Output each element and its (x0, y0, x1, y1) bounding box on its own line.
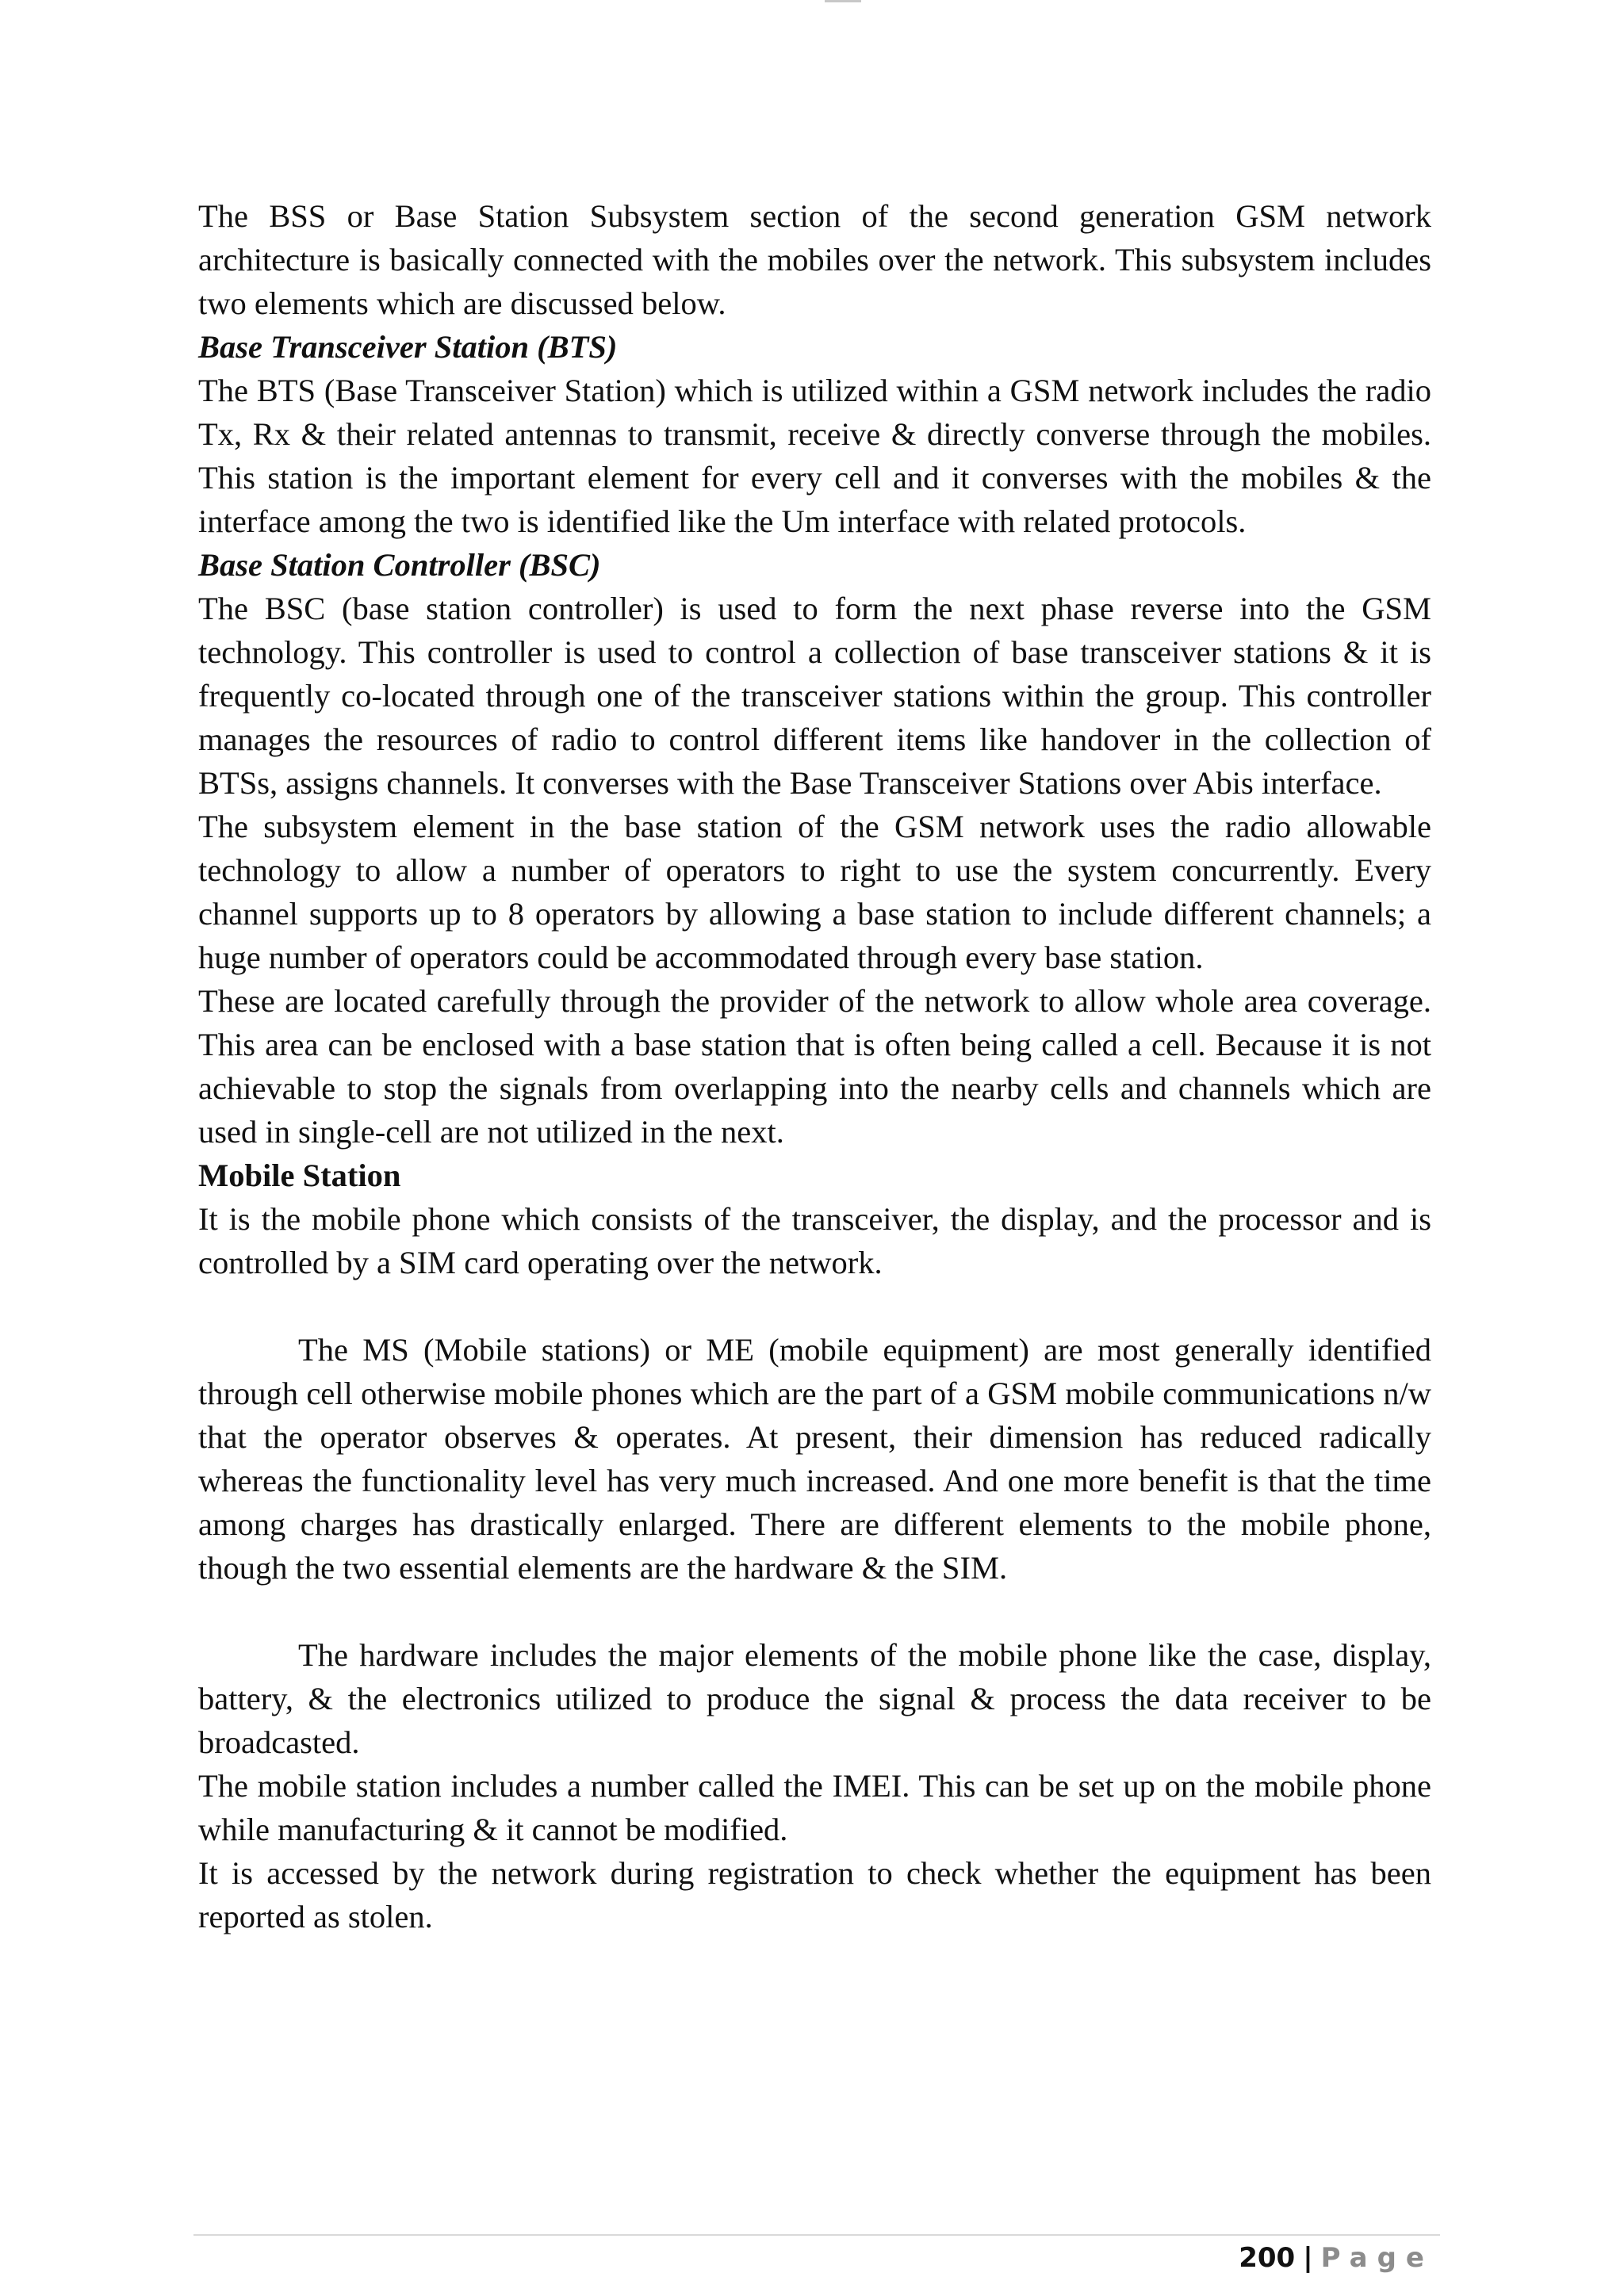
footer-separator: | (1303, 2242, 1313, 2274)
page-body (198, 194, 1431, 1938)
bsc-paragraph: The BSC (base station controller) is used to form the next phase reverse into the GSM technology. This controller is used to control a collection of base transceiver stations & it is frequently co-located through one of the transceiver stations within the group. This controller manages the resources of radio to control different items like handover in the collection of BTSs, assigns channels. It converses with the Base Transceiver Stations over Abis interface. (198, 591, 1431, 801)
page-number: 200 (1239, 2242, 1296, 2274)
mobile-station-paragraph: It is the mobile phone which consists of the transceiver, the display, and the processor and is controlled by a SIM card operating over the network. (198, 1201, 1431, 1280)
footer-divider (193, 2234, 1440, 2236)
bsc-paragraph-2: The subsystem element in the base station of the GSM network uses the radio allowable technology to allow a number of operators to right to use the system concurrently. Every channel supports up to 8 operators by allowing a base station to include different channels; a huge number of operators could be accommodated through every base station. (198, 809, 1431, 975)
bsc-paragraph-3: These are located carefully through the provider of the network to allow whole area coverage. This area can be enclosed with a base station that is often being called a cell. Because it is not achievable to stop the signals from overlapping into the nearby cells and channels which are used in single-cell are not utilized in the next. (198, 983, 1431, 1150)
mobile-station-heading: Mobile Station (198, 1158, 401, 1193)
mobile-station-paragraph-3: The hardware includes the major elements of the mobile phone like the case, display, battery, & the electronics utilized to produce the signal & process the data receiver to be broadcasted. (198, 1637, 1431, 1760)
mobile-station-paragraph-5: It is accessed by the network during registration to check whether the equipment has been reported as stolen. (198, 1855, 1431, 1934)
header-mark (825, 0, 861, 2)
mobile-station-paragraph-2: The MS (Mobile stations) or ME (mobile equipment) are most generally identified through cell otherwise mobile phones which are the part of a GSM mobile communications n/w that the operator observes & operates. At present, their dimension has reduced radically whereas the functionality level has very much increased. And one more benefit is that the time among charges has drastically enlarged. There are different elements to the mobile phone, though the two essential elements are the hardware & the SIM. (198, 1332, 1431, 1586)
page-footer (1239, 2241, 1434, 2275)
page-label: Page (1320, 2242, 1434, 2274)
bts-heading: Base Transceiver Station (BTS) (198, 329, 618, 365)
bsc-heading: Base Station Controller (BSC) (198, 547, 601, 583)
mobile-station-paragraph-4: The mobile station includes a number called the IMEI. This can be set up on the mobile phone while manufacturing & it cannot be modified. (198, 1768, 1431, 1847)
bts-paragraph: The BTS (Base Transceiver Station) which is utilized within a GSM network includes the radio Tx, Rx & their related antennas to transmit, receive & directly converse through the mobiles. This station is the important element for every cell and it converses with the mobiles & the interface among the two is identified like the Um interface with related protocols. (198, 373, 1431, 539)
bss-intro-paragraph: The BSS or Base Station Subsystem section of the second generation GSM network architecture is basically connected with the mobiles over the network. This subsystem includes two elements which are discussed below. (198, 198, 1431, 321)
